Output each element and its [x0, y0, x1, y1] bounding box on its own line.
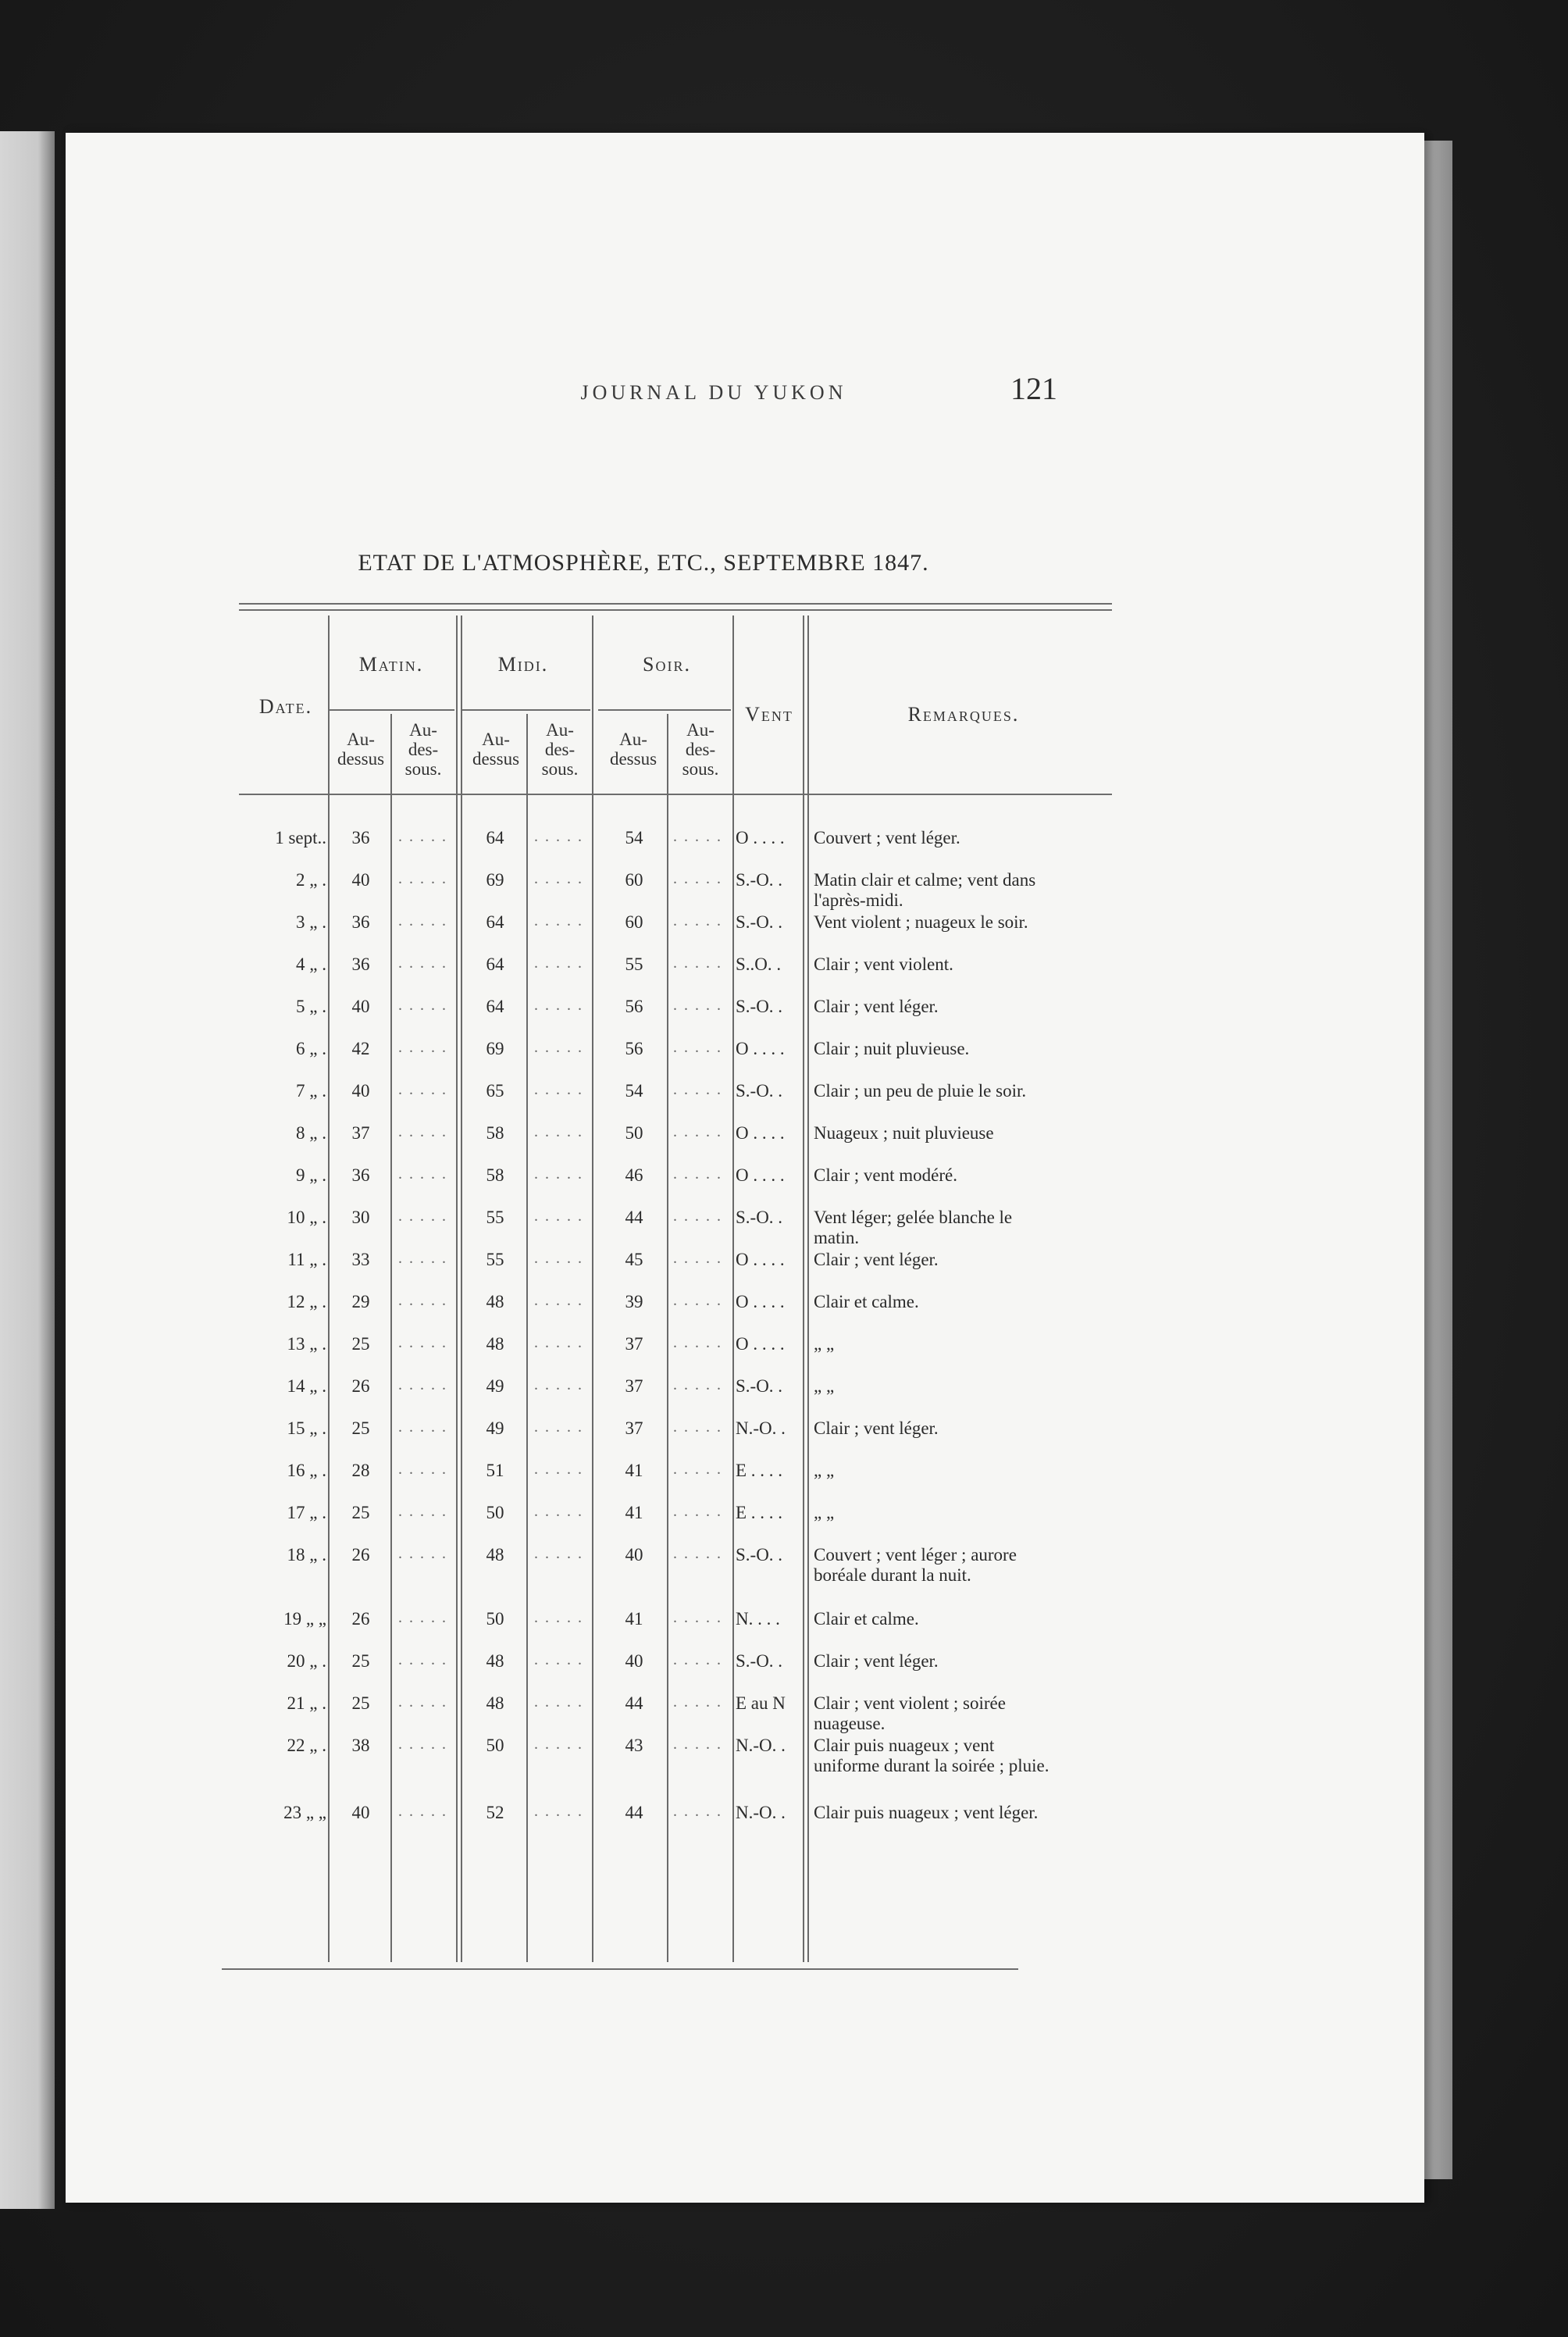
cell-vent: O . . . . [736, 1292, 785, 1311]
table-row [66, 1334, 1424, 1361]
table-row [66, 1292, 1424, 1318]
cell-date: 14 „ . [287, 1376, 326, 1396]
cell-leader: . . . . . [398, 1081, 447, 1098]
cell-midi: 52 [486, 1803, 504, 1822]
cell-leader: . . . . . [398, 1292, 447, 1309]
cell-vent: O . . . . [736, 1334, 785, 1354]
cell-leader: . . . . . [673, 1039, 722, 1056]
cell-leader: . . . . . [673, 1250, 722, 1267]
cell-remarques: Vent léger; gelée blanche le matin. [814, 1208, 1013, 1247]
table-title: ETAT DE L'ATMOSPHÈRE, ETC., SEPTEMBRE 1847. [358, 550, 929, 576]
cell-matin: 25 [351, 1651, 370, 1671]
cell-leader: . . . . . [673, 954, 722, 972]
cell-vent: S.-O. . [736, 1545, 783, 1565]
cell-remarques: „ „ [814, 1334, 835, 1354]
soir-au-dessus: Au- dessus [609, 730, 657, 769]
table-row [66, 997, 1424, 1023]
cell-soir: 41 [625, 1609, 643, 1629]
matin-au-dessus: Au- dessus [337, 730, 385, 769]
table-row [66, 870, 1424, 910]
cell-matin: 26 [351, 1545, 370, 1565]
cell-soir: 54 [625, 828, 643, 847]
cell-date: 3 „ . [296, 912, 326, 932]
cell-date: 17 „ . [287, 1503, 326, 1522]
cell-date: 6 „ . [296, 1039, 326, 1058]
cell-midi: 55 [486, 1208, 504, 1227]
cell-leader: . . . . . [534, 1503, 583, 1520]
cell-matin: 30 [351, 1208, 370, 1227]
matin-au-dessous: Au- des- sous. [404, 720, 442, 779]
running-head: JOURNAL DU YUKON [580, 381, 847, 404]
cell-vent: N.-O. . [736, 1736, 786, 1755]
cell-leader: . . . . . [398, 1545, 447, 1562]
cell-leader: . . . . . [673, 1081, 722, 1098]
cell-vent: N.-O. . [736, 1418, 786, 1438]
table-row [66, 1081, 1424, 1108]
cell-vent: O . . . . [736, 1123, 785, 1143]
cell-leader: . . . . . [398, 997, 447, 1014]
table-row [66, 1418, 1424, 1445]
soir-au-dessous: Au- des- sous. [682, 720, 719, 779]
cell-remarques: Clair ; vent léger. [814, 1418, 939, 1438]
cell-leader: . . . . . [398, 1461, 447, 1478]
cell-remarques: Clair puis nuageux ; vent léger. [814, 1803, 1039, 1822]
cell-vent: O . . . . [736, 828, 785, 847]
cell-midi: 58 [486, 1165, 504, 1185]
cell-leader: . . . . . [534, 1418, 583, 1436]
cell-leader: . . . . . [398, 1736, 447, 1753]
table-row [66, 1609, 1424, 1636]
cell-leader: . . . . . [534, 1123, 583, 1140]
cell-date: 21 „ . [287, 1693, 326, 1713]
cell-midi: 50 [486, 1503, 504, 1522]
cell-leader: . . . . . [673, 912, 722, 929]
cell-leader: . . . . . [398, 870, 447, 887]
cell-vent: E au N [736, 1693, 786, 1713]
col-matin: Matin. [358, 653, 424, 676]
table-row [66, 1123, 1424, 1150]
cell-midi: 48 [486, 1545, 504, 1565]
cell-remarques: Nuageux ; nuit pluvieuse [814, 1123, 994, 1143]
cell-date: 16 „ . [287, 1461, 326, 1480]
cell-leader: . . . . . [398, 912, 447, 929]
cell-leader: . . . . . [534, 1376, 583, 1393]
table-row [66, 1039, 1424, 1065]
table-top-rule [239, 603, 1112, 605]
cell-matin: 33 [351, 1250, 370, 1269]
cell-vent: E . . . . [736, 1503, 783, 1522]
table-row [66, 1461, 1424, 1487]
cell-remarques: „ „ [814, 1461, 835, 1480]
cell-leader: . . . . . [534, 1736, 583, 1753]
cell-matin: 36 [351, 954, 370, 974]
cell-matin: 26 [351, 1609, 370, 1629]
cell-remarques: „ „ [814, 1503, 835, 1522]
cell-leader: . . . . . [534, 1081, 583, 1098]
cell-vent: S.-O. . [736, 997, 783, 1016]
cell-soir: 55 [625, 954, 643, 974]
col-soir: Soir. [643, 653, 691, 676]
col-remarques: Remarques. [907, 703, 1020, 726]
cell-date: 18 „ . [287, 1545, 326, 1565]
cell-soir: 41 [625, 1461, 643, 1480]
cell-date: 15 „ . [287, 1418, 326, 1438]
cell-matin: 28 [351, 1461, 370, 1480]
cell-matin: 26 [351, 1376, 370, 1396]
cell-leader: . . . . . [398, 1123, 447, 1140]
cell-leader: . . . . . [673, 1736, 722, 1753]
cell-date: 19 „ „ [283, 1609, 326, 1629]
cell-vent: O . . . . [736, 1039, 785, 1058]
cell-date: 8 „ . [296, 1123, 326, 1143]
cell-leader: . . . . . [398, 1609, 447, 1626]
cell-soir: 37 [625, 1418, 643, 1438]
header-bottom-rule [239, 794, 1112, 795]
cell-leader: . . . . . [534, 1803, 583, 1820]
table-row [66, 1208, 1424, 1247]
cell-soir: 56 [625, 1039, 643, 1058]
table-row [66, 912, 1424, 939]
cell-midi: 64 [486, 954, 504, 974]
cell-remarques: Clair et calme. [814, 1292, 919, 1311]
cell-leader: . . . . . [398, 1334, 447, 1351]
cell-date: 5 „ . [296, 997, 326, 1016]
cell-soir: 43 [625, 1736, 643, 1755]
table-row [66, 1803, 1424, 1829]
page-number: 121 [1010, 371, 1057, 406]
cell-soir: 50 [625, 1123, 643, 1143]
cell-leader: . . . . . [534, 1693, 583, 1711]
table-row [66, 1376, 1424, 1403]
cell-remarques: Couvert ; vent léger. [814, 828, 960, 847]
cell-matin: 25 [351, 1334, 370, 1354]
cell-midi: 58 [486, 1123, 504, 1143]
cell-date: 22 „ . [287, 1736, 326, 1755]
cell-vent: N.-O. . [736, 1803, 786, 1822]
soir-group-rule [598, 709, 731, 711]
cell-leader: . . . . . [534, 870, 583, 887]
cell-vent: S.-O. . [736, 1208, 783, 1227]
cell-midi: 50 [486, 1609, 504, 1629]
cell-leader: . . . . . [398, 1803, 447, 1820]
cell-soir: 44 [625, 1803, 643, 1822]
cell-leader: . . . . . [673, 1376, 722, 1393]
cell-midi: 48 [486, 1693, 504, 1713]
table-row [66, 1165, 1424, 1192]
cell-soir: 54 [625, 1081, 643, 1101]
cell-remarques: Matin clair et calme; vent dans l'après-midi. [814, 870, 1036, 910]
cell-leader: . . . . . [673, 828, 722, 845]
cell-leader: . . . . . [673, 1693, 722, 1711]
cell-matin: 40 [351, 997, 370, 1016]
cell-matin: 29 [351, 1292, 370, 1311]
cell-remarques: Clair ; vent léger. [814, 997, 939, 1016]
cell-leader: . . . . . [673, 1123, 722, 1140]
left-page-edge [0, 131, 55, 2209]
cell-leader: . . . . . [673, 1651, 722, 1668]
cell-midi: 55 [486, 1250, 504, 1269]
cell-leader: . . . . . [673, 1461, 722, 1478]
cell-date: 23 „ „ [283, 1803, 326, 1822]
cell-midi: 49 [486, 1418, 504, 1438]
cell-leader: . . . . . [534, 1165, 583, 1183]
cell-soir: 45 [625, 1250, 643, 1269]
cell-soir: 40 [625, 1545, 643, 1565]
cell-matin: 25 [351, 1693, 370, 1713]
cell-midi: 50 [486, 1736, 504, 1755]
cell-leader: . . . . . [673, 1803, 722, 1820]
col-midi: Midi. [497, 653, 549, 676]
cell-midi: 48 [486, 1334, 504, 1354]
cell-leader: . . . . . [673, 1418, 722, 1436]
cell-soir: 41 [625, 1503, 643, 1522]
cell-midi: 49 [486, 1376, 504, 1396]
cell-leader: . . . . . [398, 1165, 447, 1183]
cell-remarques: Clair ; un peu de pluie le soir. [814, 1081, 1027, 1101]
cell-remarques: Clair ; nuit pluvieuse. [814, 1039, 970, 1058]
table-row [66, 1736, 1424, 1775]
cell-midi: 64 [486, 912, 504, 932]
cell-soir: 46 [625, 1165, 643, 1185]
cell-remarques: Clair ; vent léger. [814, 1250, 939, 1269]
cell-leader: . . . . . [673, 1609, 722, 1626]
cell-midi: 65 [486, 1081, 504, 1101]
cell-leader: . . . . . [534, 1651, 583, 1668]
cell-remarques: Clair ; vent violent ; soirée nuageuse. [814, 1693, 1006, 1733]
cell-date: 1 sept.. [275, 828, 326, 847]
table-row [66, 1651, 1424, 1678]
table-row [66, 1693, 1424, 1733]
cell-soir: 44 [625, 1208, 643, 1227]
cell-leader: . . . . . [534, 1609, 583, 1626]
cell-date: 11 „ . [287, 1250, 326, 1269]
cell-vent: S..O. . [736, 954, 782, 974]
cell-midi: 69 [486, 870, 504, 890]
table-row [66, 954, 1424, 981]
cell-midi: 69 [486, 1039, 504, 1058]
cell-leader: . . . . . [673, 1208, 722, 1225]
cell-remarques: Clair et calme. [814, 1609, 919, 1629]
cell-matin: 42 [351, 1039, 370, 1058]
cell-vent: O . . . . [736, 1165, 785, 1185]
table-row [66, 1503, 1424, 1529]
cell-remarques: Clair puis nuageux ; vent uniforme durant la soirée ; pluie. [814, 1736, 1049, 1775]
cell-leader: . . . . . [398, 1693, 447, 1711]
cell-midi: 48 [486, 1651, 504, 1671]
cell-soir: 37 [625, 1334, 643, 1354]
cell-leader: . . . . . [534, 1292, 583, 1309]
col-date: Date. [258, 695, 313, 718]
cell-leader: . . . . . [398, 1376, 447, 1393]
cell-vent: E . . . . [736, 1461, 783, 1480]
cell-leader: . . . . . [673, 997, 722, 1014]
cell-remarques: Clair ; vent léger. [814, 1651, 939, 1671]
midi-au-dessus: Au- dessus [472, 730, 520, 769]
midi-group-rule [462, 709, 590, 711]
cell-leader: . . . . . [398, 1651, 447, 1668]
cell-vent: S.-O. . [736, 870, 783, 890]
cell-leader: . . . . . [398, 1418, 447, 1436]
cell-leader: . . . . . [534, 1545, 583, 1562]
table-bottom-rule [222, 1968, 1018, 1970]
cell-matin: 37 [351, 1123, 370, 1143]
cell-date: 7 „ . [296, 1081, 326, 1101]
cell-remarques: „ „ [814, 1376, 835, 1396]
cell-matin: 25 [351, 1503, 370, 1522]
cell-leader: . . . . . [398, 954, 447, 972]
cell-date: 10 „ . [287, 1208, 326, 1227]
cell-leader: . . . . . [398, 828, 447, 845]
cell-leader: . . . . . [534, 997, 583, 1014]
cell-leader: . . . . . [398, 1250, 447, 1267]
cell-date: 13 „ . [287, 1334, 326, 1354]
cell-leader: . . . . . [398, 1039, 447, 1056]
cell-vent: S.-O. . [736, 1376, 783, 1396]
cell-vent: S.-O. . [736, 1651, 783, 1671]
table-row [66, 828, 1424, 855]
cell-date: 9 „ . [296, 1165, 326, 1185]
cell-soir: 40 [625, 1651, 643, 1671]
cell-soir: 37 [625, 1376, 643, 1396]
cell-midi: 48 [486, 1292, 504, 1311]
cell-soir: 39 [625, 1292, 643, 1311]
cell-leader: . . . . . [534, 1461, 583, 1478]
cell-remarques: Clair ; vent modéré. [814, 1165, 957, 1185]
cell-leader: . . . . . [534, 912, 583, 929]
table-row [66, 1545, 1424, 1585]
cell-date: 20 „ . [287, 1651, 326, 1671]
cell-date: 12 „ . [287, 1292, 326, 1311]
cell-remarques: Vent violent ; nuageux le soir. [814, 912, 1028, 932]
cell-matin: 36 [351, 912, 370, 932]
cell-leader: . . . . . [534, 1250, 583, 1267]
cell-leader: . . . . . [534, 828, 583, 845]
cell-remarques: Clair ; vent violent. [814, 954, 953, 974]
cell-vent: S.-O. . [736, 1081, 783, 1101]
cell-date: 4 „ . [296, 954, 326, 974]
cell-midi: 51 [486, 1461, 504, 1480]
cell-leader: . . . . . [534, 1039, 583, 1056]
cell-vent: O . . . . [736, 1250, 785, 1269]
table-top-rule-2 [239, 609, 1112, 611]
cell-vent: S.-O. . [736, 912, 783, 932]
cell-matin: 40 [351, 1081, 370, 1101]
cell-vent: N. . . . [736, 1609, 780, 1629]
table-row [66, 1250, 1424, 1276]
midi-au-dessous: Au- des- sous. [541, 720, 579, 779]
cell-date: 2 „ . [296, 870, 326, 890]
cell-midi: 64 [486, 997, 504, 1016]
cell-leader: . . . . . [673, 870, 722, 887]
book-page [66, 133, 1424, 2203]
cell-matin: 38 [351, 1736, 370, 1755]
cell-matin: 36 [351, 828, 370, 847]
cell-leader: . . . . . [673, 1545, 722, 1562]
cell-matin: 40 [351, 1803, 370, 1822]
cell-soir: 56 [625, 997, 643, 1016]
cell-leader: . . . . . [534, 954, 583, 972]
cell-leader: . . . . . [673, 1292, 722, 1309]
cell-soir: 60 [625, 870, 643, 890]
cell-leader: . . . . . [398, 1208, 447, 1225]
cell-matin: 36 [351, 1165, 370, 1185]
cell-leader: . . . . . [534, 1334, 583, 1351]
cell-leader: . . . . . [673, 1334, 722, 1351]
cell-leader: . . . . . [534, 1208, 583, 1225]
cell-leader: . . . . . [673, 1503, 722, 1520]
cell-leader: . . . . . [398, 1503, 447, 1520]
cell-soir: 44 [625, 1693, 643, 1713]
cell-soir: 60 [625, 912, 643, 932]
col-vent: Vent [745, 703, 793, 726]
cell-matin: 40 [351, 870, 370, 890]
matin-group-rule [328, 709, 454, 711]
cell-midi: 64 [486, 828, 504, 847]
cell-matin: 25 [351, 1418, 370, 1438]
cell-leader: . . . . . [673, 1165, 722, 1183]
cell-remarques: Couvert ; vent léger ; aurore boréale durant la nuit. [814, 1545, 1017, 1585]
